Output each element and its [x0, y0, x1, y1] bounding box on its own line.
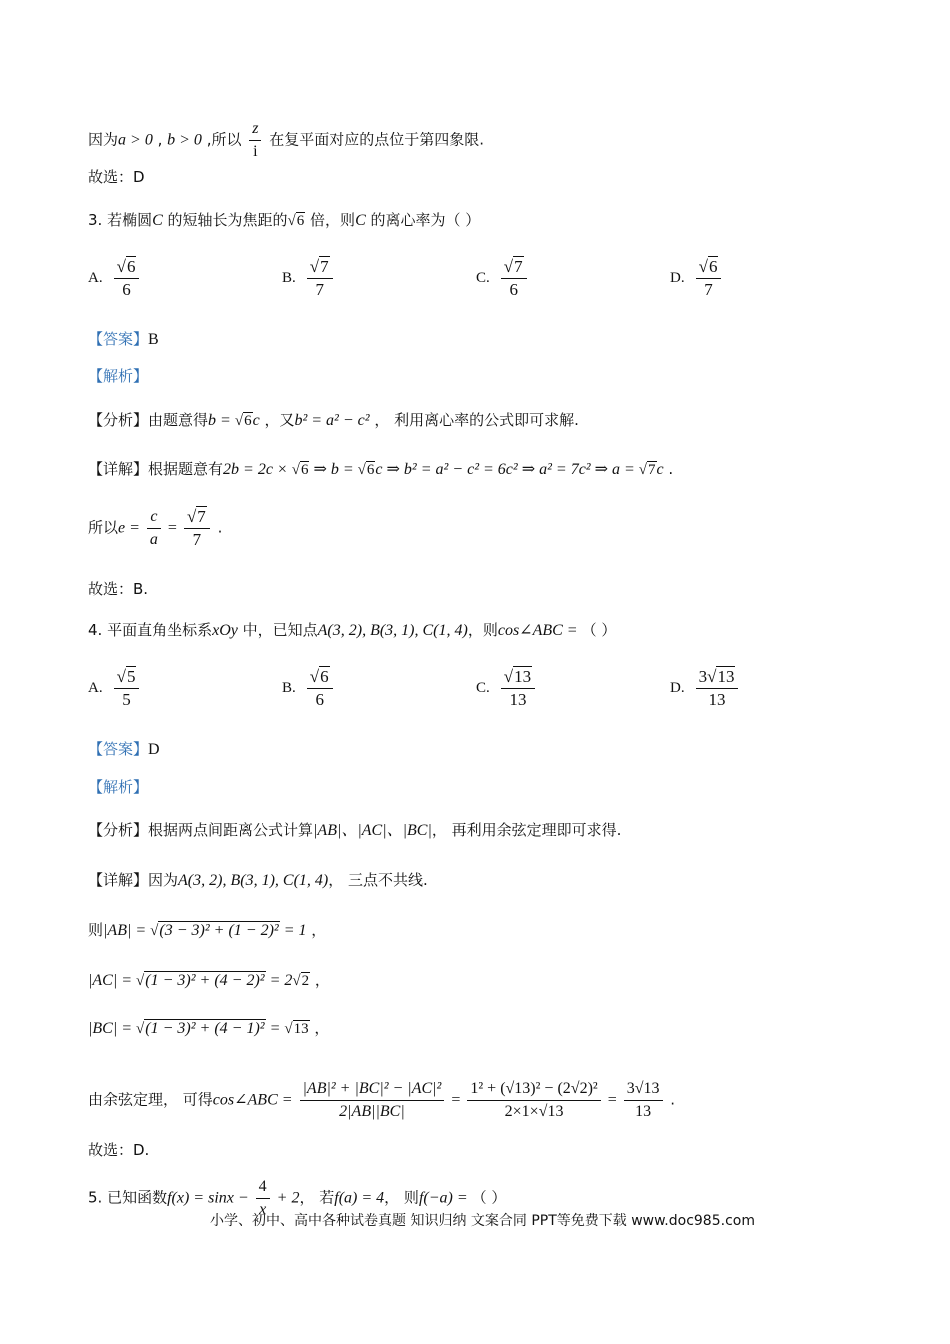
eccentricity-result: 所以e = $\frac{c}{a}$ = $\frac{√7}{7}$ .: [88, 507, 223, 549]
q4-option-c: C. $\frac{√13}{13}$: [476, 666, 538, 711]
q3-option-d: D. $\frac{√6}{7}$: [670, 256, 724, 301]
q4-option-d: D. $\frac{3√13}{13}$: [670, 666, 741, 711]
analysis-q4: 【分析】根据两点间距离公式计算|AB|、|AC|、|BC|， 再利用余弦定理即可求得.: [88, 821, 622, 839]
question-5: 5. 已知函数f(x) = sinx − $\frac{4}{x}$ + 2， 若f(a) = 4， 则f(−a) = （ ）: [88, 1178, 507, 1218]
line-conclusion-q2: 因为a > 0 , b > 0 ,所以 $\frac{z}{i}$ 在复平面对应的点位于第四象限.: [88, 118, 484, 163]
cosine-law: 由余弦定理， 可得cos∠ABC = $\frac{\text{|AB|² + |BC|² − |AC|²}}{2|AB||BC|}$ = $\frac{\text{1² + (√13)² − (2√2)²}}{2\times 1\times√13}$ = $\frac{3√13}{13}$ .: [88, 1080, 676, 1120]
analysis-label-q4: 【解析】: [88, 778, 149, 796]
page-footer-watermark: 小学、初中、高中各种试卷真题 知识归纳 文案合同 PPT等免费下载 www.doc985.com: [210, 1213, 755, 1229]
analysis-q3: 【分析】由题意得b = √6c ，又b² = a² − c² ， 利用离心率的公式即可求解.: [88, 411, 579, 429]
distance-ab: 则|AB| = √(3 − 3)² + (1 − 2)² = 1 ，: [88, 921, 327, 939]
q4-option-b: B. $\frac{√6}{6}$: [282, 666, 336, 711]
detail-q3: 【详解】根据题意有2b = 2c × √6 ⇒ b = √6c ⇒ b² = a² − c² = 6c² ⇒ a² = 7c² ⇒ a = √7c .: [88, 460, 674, 478]
detail-q4: 【详解】因为A(3, 2), B(3, 1), C(1, 4)， 三点不共线.: [88, 871, 428, 889]
fraction-z-over-i: $\frac{z}{i}$: [249, 118, 261, 163]
choice-q3: 故选：B.: [88, 580, 149, 598]
distance-ac: |AC| = √(1 − 3)² + (4 − 2)² = 2√2 ，: [88, 971, 330, 989]
analysis-label-q3: 【解析】: [88, 367, 149, 385]
choice-q2: 故选：D: [88, 168, 145, 186]
q3-option-a: A. $\frac{√6}{6}$: [88, 256, 142, 301]
distance-bc: |BC| = √(1 − 3)² + (4 − 1)² = √13 ，: [88, 1019, 330, 1037]
question-4: 4. 平面直角坐标系xOy 中，已知点A(3, 2), B(3, 1), C(1, 4)，则cos∠ABC = （ ）: [88, 621, 617, 639]
choice-q4: 故选：D.: [88, 1141, 150, 1159]
answer-q4: 【答案】D: [88, 740, 160, 758]
answer-q3: 【答案】B: [88, 330, 159, 348]
q3-option-c: C. $\frac{√7}{6}$: [476, 256, 530, 301]
question-3: 3. 若椭圆C 的短轴长为焦距的√6 倍，则C 的离心率为（ ）: [88, 211, 481, 229]
q4-option-a: A. $\frac{√5}{5}$: [88, 666, 142, 711]
q3-option-b: B. $\frac{√7}{7}$: [282, 256, 336, 301]
